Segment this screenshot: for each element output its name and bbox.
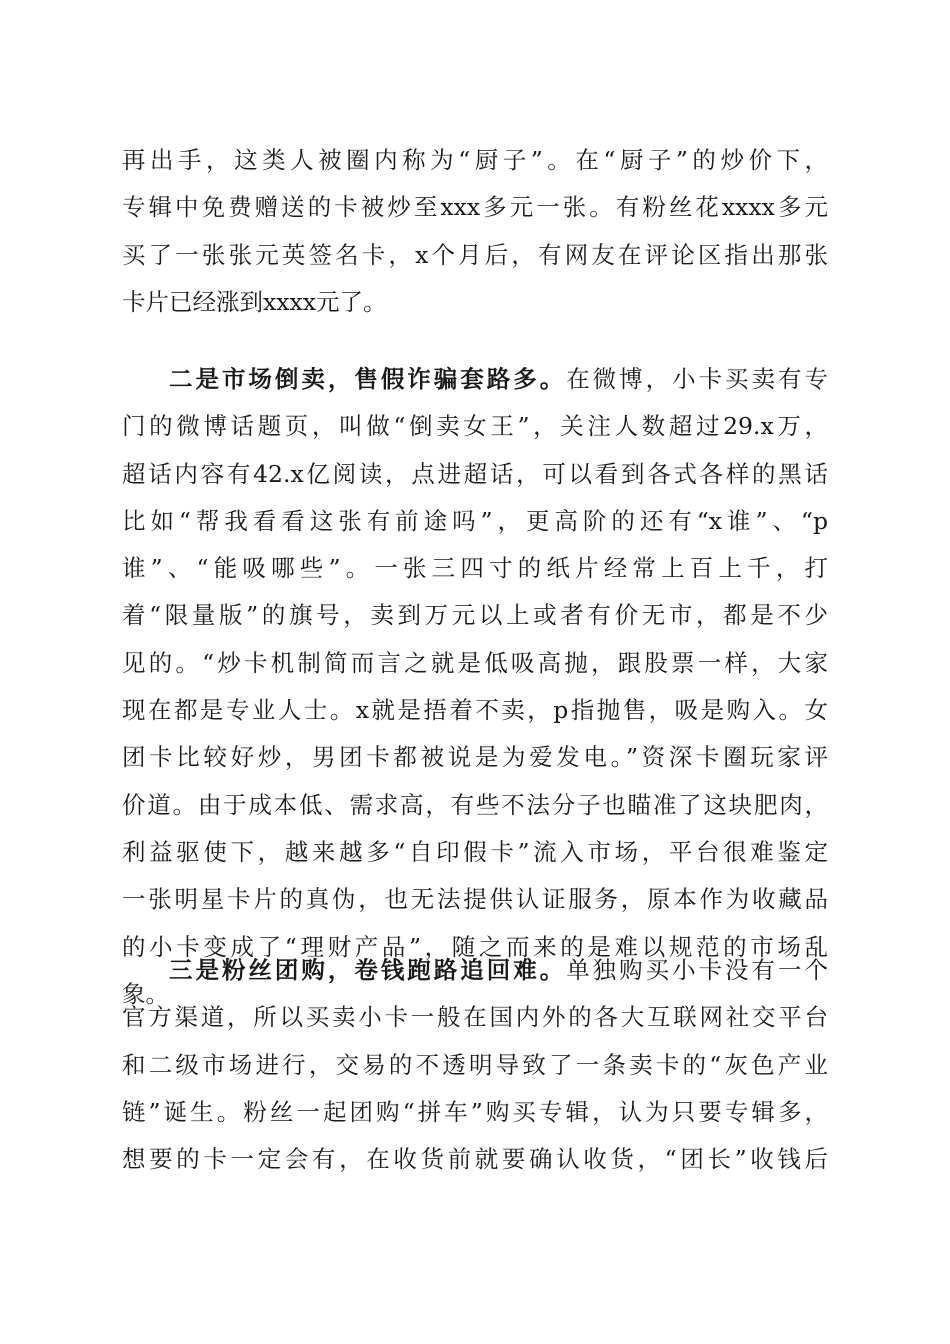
paragraph-line: 超话内容有42.x亿阅读，点进超话，可以看到各式各样的黑话: [122, 459, 828, 488]
paragraph-line: 和二级市场进行，交易的不透明导致了一条卖卡的“灰色产业: [122, 1050, 828, 1079]
paragraph-line: 团卡比较好炒，男团卡都被说是为爱发电。”资深卡圈玩家评: [122, 743, 828, 772]
paragraph-heading-continuation: 单独购买小卡没有一个: [566, 956, 828, 984]
paragraph-heading: 二是市场倒卖，售假诈骗套路多。: [169, 365, 567, 393]
paragraph-line: 象。: [122, 979, 169, 1008]
paragraph-line: 官方渠道，所以买卖小卡一般在国内外的各大互联网社交平台: [122, 1003, 828, 1032]
paragraph-line: 买了一张张元英签名卡，x个月后，有网友在评论区指出那张: [122, 240, 828, 269]
paragraph-line: 门的微博话题页，叫做“倒卖女王”，关注人数超过29.x万，: [122, 412, 828, 441]
paragraph-line: 价道。由于成本低、需求高，有些不法分子也瞄准了这块肥肉，: [122, 790, 828, 819]
paragraph-line: 链”诞生。粉丝一起团购“拼车”购买专辑，认为只要专辑多，: [122, 1097, 828, 1126]
paragraph-first-line: [122, 947, 828, 994]
paragraph-line: 着“限量版”的旗号，卖到万元以上或者有价无市，都是不少: [122, 601, 828, 630]
paragraph-line: 谁”、“能吸哪些”。一张三四寸的纸片经常上百上千，打: [122, 554, 828, 583]
paragraph-line: 比如“帮我看看这张有前途吗”，更高阶的还有“x谁”、“p: [122, 506, 828, 535]
paragraph-line: 见的。“炒卡机制简而言之就是低吸高抛，跟股票一样，大家: [122, 648, 828, 677]
paragraph-first-line: [122, 356, 828, 403]
paragraph-line: 一张明星卡片的真伪，也无法提供认证服务，原本作为收藏品: [122, 885, 828, 914]
paragraph-line: 想要的卡一定会有，在收货前就要确认收货，“团长”收钱后: [122, 1145, 828, 1174]
paragraph-1: [122, 137, 828, 326]
paragraph-heading-continuation: 在微博，小卡买卖有专: [566, 365, 828, 393]
paragraph-line: 现在都是专业人士。x就是捂着不卖，p指抛售，吸是购入。女: [122, 696, 828, 725]
paragraph-2: [122, 356, 828, 1018]
paragraph-line: 卡片已经涨到xxxx元了。: [122, 287, 387, 316]
paragraph-line: 专辑中免费赠送的卡被炒至xxx多元一张。有粉丝花xxxx多元: [122, 193, 828, 222]
paragraph-line: 再出手，这类人被圈内称为“厨子”。在“厨子”的炒价下，: [122, 146, 828, 174]
paragraph-line: 利益驱使下，越来越多“自印假卡”流入市场，平台很难鉴定: [122, 837, 828, 866]
paragraph-heading: 三是粉丝团购，卷钱跑路追回难。: [169, 956, 567, 984]
paragraph-3: [122, 947, 828, 1183]
paragraph-line: 的小卡变成了“理财产品”，随之而来的是难以规范的市场乱: [122, 932, 828, 961]
